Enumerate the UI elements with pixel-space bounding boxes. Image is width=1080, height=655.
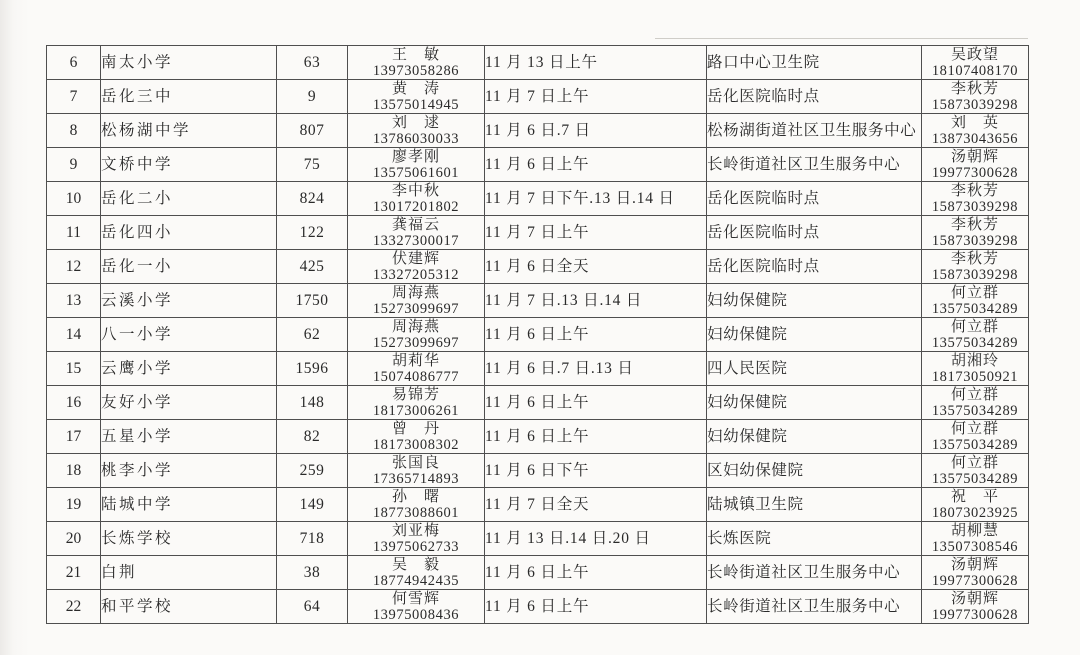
- school-contact-phone: 13017201802: [372, 198, 460, 215]
- clinic-site: 岳化医院临时点: [707, 80, 922, 114]
- schedule-date: 11 月 6 日上午: [485, 420, 707, 454]
- school-contact-name: 黄 涛: [391, 80, 440, 97]
- schedule-date: 11 月 6 日.7 日: [485, 114, 707, 148]
- student-count: 75: [277, 148, 348, 182]
- schedule-date: 11 月 6 日上午: [485, 556, 707, 590]
- school-name: 松杨湖中学: [101, 114, 277, 148]
- site-contact-name: 何立群: [950, 420, 999, 437]
- site-contact-phone: 13575034289: [931, 402, 1019, 419]
- table-body: [47, 46, 1029, 624]
- schedule-date: 11 月 6 日下午: [485, 454, 707, 488]
- student-count: 63: [277, 46, 348, 80]
- schedule-date: 11 月 6 日上午: [485, 590, 707, 624]
- clinic-site: 妇幼保健院: [707, 318, 922, 352]
- site-contact-cell: [922, 284, 1029, 318]
- school-name: 岳化三中: [101, 80, 277, 114]
- school-contact-phone: 18173006261: [372, 402, 460, 419]
- site-contact-cell: [922, 454, 1029, 488]
- schedule-date: 11 月 13 日.14 日.20 日: [485, 522, 707, 556]
- site-contact-phone: 15873039298: [931, 198, 1019, 215]
- site-contact-cell: [922, 352, 1029, 386]
- school-contact-cell: [348, 352, 485, 386]
- site-contact-phone: 13873043656: [931, 130, 1019, 147]
- clinic-site: 松杨湖街道社区卫生服务中心: [707, 114, 922, 148]
- table-row: [47, 420, 1029, 454]
- school-name: 长炼学校: [101, 522, 277, 556]
- clinic-site: 路口中心卫生院: [707, 46, 922, 80]
- student-count: 1596: [277, 352, 348, 386]
- student-count: 38: [277, 556, 348, 590]
- school-contact-cell: [348, 522, 485, 556]
- site-contact-cell: [922, 216, 1029, 250]
- school-contact-cell: [348, 250, 485, 284]
- clinic-site: 岳化医院临时点: [707, 182, 922, 216]
- school-contact-name: 伏建辉: [391, 250, 440, 267]
- student-count: 122: [277, 216, 348, 250]
- clinic-site: 陆城镇卫生院: [707, 488, 922, 522]
- table-row: [47, 454, 1029, 488]
- site-contact-name: 胡柳慧: [950, 522, 999, 539]
- table-row: [47, 182, 1029, 216]
- school-contact-name: 胡莉华: [391, 352, 440, 369]
- site-contact-phone: 13575034289: [931, 334, 1019, 351]
- student-count: 64: [277, 590, 348, 624]
- school-contact-cell: [348, 114, 485, 148]
- site-contact-name: 李秋芳: [950, 80, 999, 97]
- school-contact-cell: [348, 386, 485, 420]
- site-contact-phone: 19977300628: [931, 572, 1019, 589]
- site-contact-cell: [922, 80, 1029, 114]
- schedule-date: 11 月 7 日全天: [485, 488, 707, 522]
- schedule-date: 11 月 13 日上午: [485, 46, 707, 80]
- school-name: 八一小学: [101, 318, 277, 352]
- table-row: [47, 556, 1029, 590]
- row-number: 16: [47, 386, 101, 420]
- student-count: 718: [277, 522, 348, 556]
- site-contact-name: 何立群: [950, 386, 999, 403]
- row-number: 19: [47, 488, 101, 522]
- schedule-date: 11 月 7 日上午: [485, 216, 707, 250]
- site-contact-cell: [922, 488, 1029, 522]
- school-contact-cell: [348, 420, 485, 454]
- table-row: [47, 80, 1029, 114]
- school-contact-cell: [348, 318, 485, 352]
- school-contact-cell: [348, 284, 485, 318]
- school-contact-phone: 13327300017: [372, 232, 460, 249]
- school-contact-name: 周海燕: [391, 318, 440, 335]
- site-contact-phone: 15873039298: [931, 266, 1019, 283]
- row-number: 13: [47, 284, 101, 318]
- school-contact-phone: 13327205312: [372, 266, 460, 283]
- student-count: 807: [277, 114, 348, 148]
- table-row: [47, 318, 1029, 352]
- site-contact-name: 何立群: [950, 284, 999, 301]
- school-contact-phone: 15273099697: [372, 300, 460, 317]
- school-contact-phone: 18173008302: [372, 436, 460, 453]
- clinic-site: 岳化医院临时点: [707, 216, 922, 250]
- school-name: 友好小学: [101, 386, 277, 420]
- site-contact-phone: 19977300628: [931, 164, 1019, 181]
- site-contact-name: 李秋芳: [950, 250, 999, 267]
- table-row: [47, 488, 1029, 522]
- scan-artifact-line: [655, 38, 1028, 39]
- school-contact-phone: 13975008436: [372, 606, 460, 623]
- vaccination-schedule-table: [46, 45, 1029, 624]
- student-count: 149: [277, 488, 348, 522]
- row-number: 12: [47, 250, 101, 284]
- school-contact-phone: 13973058286: [372, 62, 460, 79]
- school-contact-name: 易锦芳: [391, 386, 440, 403]
- school-contact-name: 曾 丹: [391, 420, 440, 437]
- school-contact-cell: [348, 80, 485, 114]
- school-contact-phone: 18774942435: [372, 572, 460, 589]
- student-count: 1750: [277, 284, 348, 318]
- row-number: 22: [47, 590, 101, 624]
- student-count: 259: [277, 454, 348, 488]
- clinic-site: 长岭街道社区卫生服务中心: [707, 556, 922, 590]
- row-number: 6: [47, 46, 101, 80]
- table-row: [47, 216, 1029, 250]
- school-contact-name: 张国良: [391, 454, 440, 471]
- student-count: 148: [277, 386, 348, 420]
- table-row: [47, 46, 1029, 80]
- table-row: [47, 352, 1029, 386]
- site-contact-cell: [922, 250, 1029, 284]
- table-row: [47, 590, 1029, 624]
- site-contact-cell: [922, 420, 1029, 454]
- site-contact-phone: 18173050921: [931, 368, 1019, 385]
- student-count: 82: [277, 420, 348, 454]
- schedule-date: 11 月 7 日上午: [485, 80, 707, 114]
- clinic-site: 妇幼保健院: [707, 284, 922, 318]
- table-row: [47, 522, 1029, 556]
- school-contact-phone: 13975062733: [372, 538, 460, 555]
- school-name: 白荆: [101, 556, 277, 590]
- school-contact-cell: [348, 216, 485, 250]
- school-contact-name: 廖孝刚: [391, 148, 440, 165]
- school-contact-name: 李中秋: [391, 182, 440, 199]
- clinic-site: 长炼医院: [707, 522, 922, 556]
- school-contact-name: 吴 毅: [391, 556, 440, 573]
- site-contact-phone: 13507308546: [931, 538, 1019, 555]
- table-row: [47, 284, 1029, 318]
- student-count: 824: [277, 182, 348, 216]
- school-contact-phone: 13786030033: [372, 130, 460, 147]
- row-number: 20: [47, 522, 101, 556]
- site-contact-name: 胡湘玲: [950, 352, 999, 369]
- site-contact-phone: 13575034289: [931, 436, 1019, 453]
- table-row: [47, 386, 1029, 420]
- school-contact-cell: [348, 556, 485, 590]
- row-number: 18: [47, 454, 101, 488]
- school-contact-name: 刘亚梅: [391, 522, 440, 539]
- school-name: 五星小学: [101, 420, 277, 454]
- schedule-date: 11 月 6 日上午: [485, 386, 707, 420]
- site-contact-cell: [922, 386, 1029, 420]
- school-contact-phone: 13575061601: [372, 164, 460, 181]
- schedule-date: 11 月 7 日.13 日.14 日: [485, 284, 707, 318]
- school-contact-phone: 17365714893: [372, 470, 460, 487]
- site-contact-phone: 19977300628: [931, 606, 1019, 623]
- school-name: 云鹰小学: [101, 352, 277, 386]
- school-contact-phone: 13575014945: [372, 96, 460, 113]
- site-contact-phone: 13575034289: [931, 470, 1019, 487]
- school-contact-phone: 18773088601: [372, 504, 460, 521]
- clinic-site: 岳化医院临时点: [707, 250, 922, 284]
- student-count: 9: [277, 80, 348, 114]
- site-contact-name: 李秋芳: [950, 182, 999, 199]
- site-contact-name: 何立群: [950, 318, 999, 335]
- table-row: [47, 250, 1029, 284]
- school-contact-name: 孙 曙: [391, 488, 440, 505]
- site-contact-phone: 15873039298: [931, 96, 1019, 113]
- site-contact-cell: [922, 522, 1029, 556]
- site-contact-cell: [922, 114, 1029, 148]
- clinic-site: 妇幼保健院: [707, 420, 922, 454]
- row-number: 15: [47, 352, 101, 386]
- school-contact-cell: [348, 182, 485, 216]
- school-contact-name: 刘 逑: [391, 114, 440, 131]
- site-contact-cell: [922, 556, 1029, 590]
- school-contact-name: 龚福云: [391, 216, 440, 233]
- student-count: 62: [277, 318, 348, 352]
- table-row: [47, 148, 1029, 182]
- row-number: 11: [47, 216, 101, 250]
- school-contact-cell: [348, 488, 485, 522]
- school-name: 桃李小学: [101, 454, 277, 488]
- schedule-date: 11 月 6 日上午: [485, 318, 707, 352]
- school-contact-phone: 15074086777: [372, 368, 460, 385]
- clinic-site: 四人民医院: [707, 352, 922, 386]
- schedule-date: 11 月 6 日全天: [485, 250, 707, 284]
- site-contact-cell: [922, 148, 1029, 182]
- school-contact-name: 何雪辉: [391, 590, 440, 607]
- site-contact-phone: 18107408170: [931, 62, 1019, 79]
- row-number: 8: [47, 114, 101, 148]
- clinic-site: 长岭街道社区卫生服务中心: [707, 148, 922, 182]
- row-number: 14: [47, 318, 101, 352]
- site-contact-name: 刘 英: [950, 114, 999, 131]
- school-name: 云溪小学: [101, 284, 277, 318]
- school-contact-phone: 15273099697: [372, 334, 460, 351]
- schedule-date: 11 月 7 日下午.13 日.14 日: [485, 182, 707, 216]
- site-contact-phone: 15873039298: [931, 232, 1019, 249]
- site-contact-name: 汤朝辉: [950, 148, 999, 165]
- row-number: 7: [47, 80, 101, 114]
- site-contact-name: 吴政望: [950, 46, 999, 63]
- site-contact-name: 汤朝辉: [950, 590, 999, 607]
- schedule-date: 11 月 6 日上午: [485, 148, 707, 182]
- school-name: 岳化二小: [101, 182, 277, 216]
- site-contact-name: 汤朝辉: [950, 556, 999, 573]
- row-number: 17: [47, 420, 101, 454]
- row-number: 9: [47, 148, 101, 182]
- school-contact-name: 王 敏: [391, 46, 440, 63]
- student-count: 425: [277, 250, 348, 284]
- site-contact-cell: [922, 182, 1029, 216]
- school-contact-cell: [348, 46, 485, 80]
- clinic-site: 长岭街道社区卫生服务中心: [707, 590, 922, 624]
- school-name: 和平学校: [101, 590, 277, 624]
- site-contact-cell: [922, 590, 1029, 624]
- schedule-date: 11 月 6 日.7 日.13 日: [485, 352, 707, 386]
- site-contact-name: 李秋芳: [950, 216, 999, 233]
- school-contact-cell: [348, 590, 485, 624]
- school-contact-name: 周海燕: [391, 284, 440, 301]
- row-number: 10: [47, 182, 101, 216]
- school-name: 文桥中学: [101, 148, 277, 182]
- school-contact-cell: [348, 148, 485, 182]
- site-contact-cell: [922, 318, 1029, 352]
- school-name: 陆城中学: [101, 488, 277, 522]
- school-contact-cell: [348, 454, 485, 488]
- clinic-site: 妇幼保健院: [707, 386, 922, 420]
- site-contact-cell: [922, 46, 1029, 80]
- site-contact-name: 祝 平: [950, 488, 999, 505]
- school-name: 南太小学: [101, 46, 277, 80]
- school-name: 岳化四小: [101, 216, 277, 250]
- site-contact-name: 何立群: [950, 454, 999, 471]
- site-contact-phone: 18073023925: [931, 504, 1019, 521]
- row-number: 21: [47, 556, 101, 590]
- clinic-site: 区妇幼保健院: [707, 454, 922, 488]
- site-contact-phone: 13575034289: [931, 300, 1019, 317]
- school-name: 岳化一小: [101, 250, 277, 284]
- table-row: [47, 114, 1029, 148]
